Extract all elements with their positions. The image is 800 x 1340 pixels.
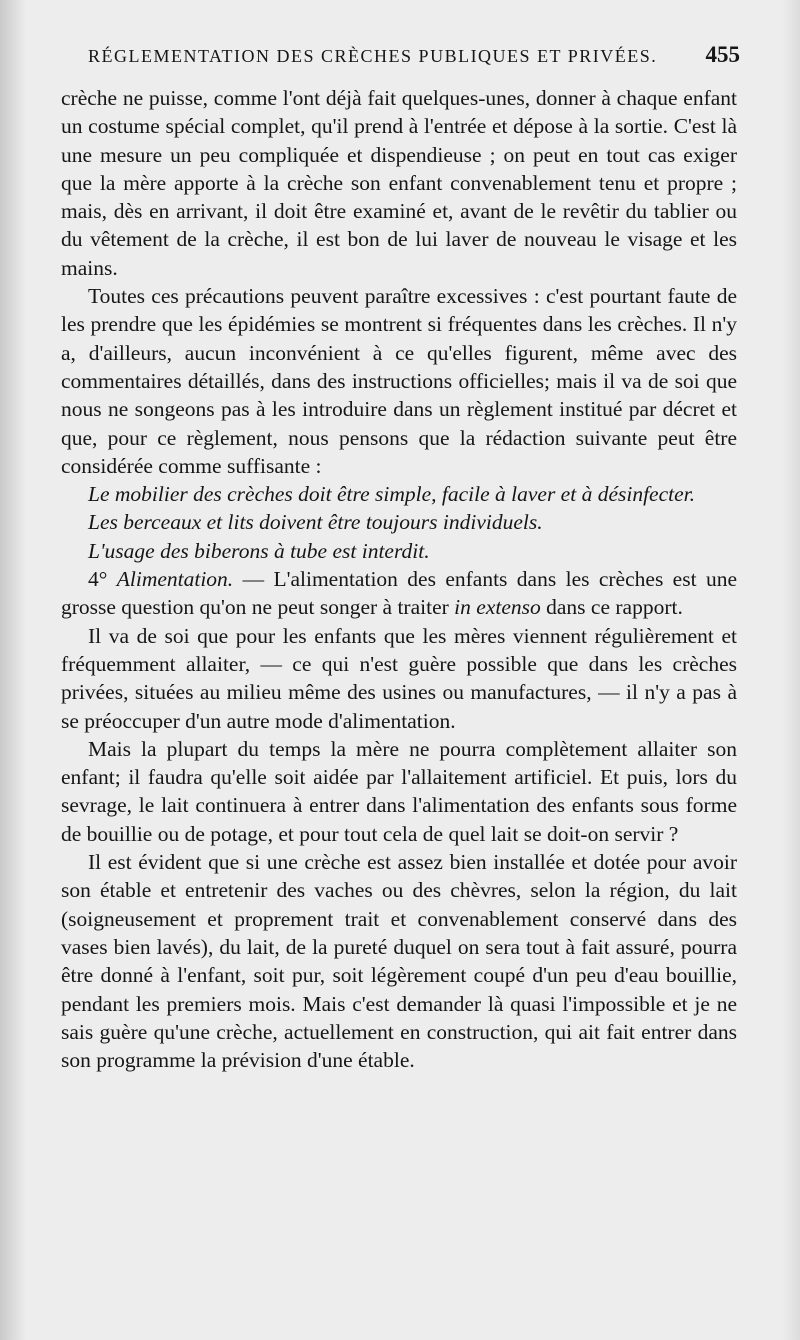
- paragraph-artificial-feeding: Mais la plupart du temps la mère ne pourra complètement allaiter son enfant; il faudra qu'elle soit aidée par l'allaitement artificiel. Et puis, lors du sevrage, le lait continuera à entrer dans l'alimentation des enfants sous forme de bouillie ou de potage, et pour tout cela de quel lait se doit-on servir ?: [61, 736, 737, 846]
- running-title: RÉGLEMENTATION DES CRÈCHES PUBLIQUES ET PRIVÉES.: [88, 46, 658, 66]
- regulation-furniture: Le mobilier des crèches doit être simple, facile à laver et à désinfecter.: [88, 482, 696, 507]
- regulation-bottles: L'usage des biberons à tube est interdit.: [88, 538, 430, 563]
- latin-phrase: in extenso: [454, 595, 541, 620]
- regulation-cradles: Les berceaux et lits doivent être toujours individuels.: [88, 510, 543, 535]
- section-number: 4°: [88, 567, 117, 592]
- paragraph-continuation: crèche ne puisse, comme l'ont déjà fait quelques-unes, donner à chaque enfant un costume spécial complet, qu'il prend à l'entrée et dépose à la sortie. C'est là une mesure un peu compliquée et dispendieuse ; on peut en tout cas exiger que la mère apporte à la crèche son enfant convenablement tenu et propre ; mais, dès en arrivant, il doit être examiné et, avant de le revêtir du tablier ou du vêtement de la crèche, il est bon de lui laver de nouveau le visage et les mains.: [61, 86, 737, 280]
- body-text: [61, 84, 737, 1074]
- paragraph-precautions: Toutes ces précautions peuvent paraître excessives : c'est pourtant faute de les prendre que les épidémies se montrent si fréquentes dans les crèches. Il n'y a, d'ailleurs, aucun inconvénient à ce qu'elles figurent, même avec des commentaires détaillés, dans des instructions officielles; mais il va de soi que nous ne songeons pas à les introduire dans un règlement institué par décret et que, pour ce règlement, nous pensons que la rédaction suivante peut être considérée comme suffisante :: [61, 284, 737, 478]
- section-heading: Alimentation.: [116, 567, 234, 592]
- section-text: — L'alimentation des enfants dans les crèches est une grosse question qu'on ne peut songer à traiter: [61, 567, 737, 620]
- paragraph-breastfeeding: Il va de soi que pour les enfants que les mères viennent régulièrement et fréquemment allaiter, — ce qui n'est guère possible que dans les crèches privées, situées au milieu même des usines ou manufactures, — il n'y a pas à se préoccuper d'un autre mode d'alimentation.: [61, 623, 737, 733]
- page-header: [88, 42, 740, 76]
- paragraph-stable: Il est évident que si une crèche est assez bien installée et dotée pour avoir son étable et entretenir des vaches ou des chèvres, selon la région, du lait (soigneusement et proprement trait et convenablement conservé dans des vases bien lavés), du lait, de la pureté duquel on sera tout à fait assuré, pourra être donné à l'enfant, soit pur, soit légèrement coupé d'un peu d'eau bouillie, pendant les premiers mois. Mais c'est demander là quasi l'impossible et je ne sais guère qu'une crèche, actuellement en construction, qui ait fait entrer dans son programme la prévision d'une étable.: [61, 850, 737, 1073]
- section-text-end: dans ce rapport.: [540, 595, 683, 620]
- section-alimentation: [61, 565, 737, 622]
- page-number: 455: [705, 42, 740, 67]
